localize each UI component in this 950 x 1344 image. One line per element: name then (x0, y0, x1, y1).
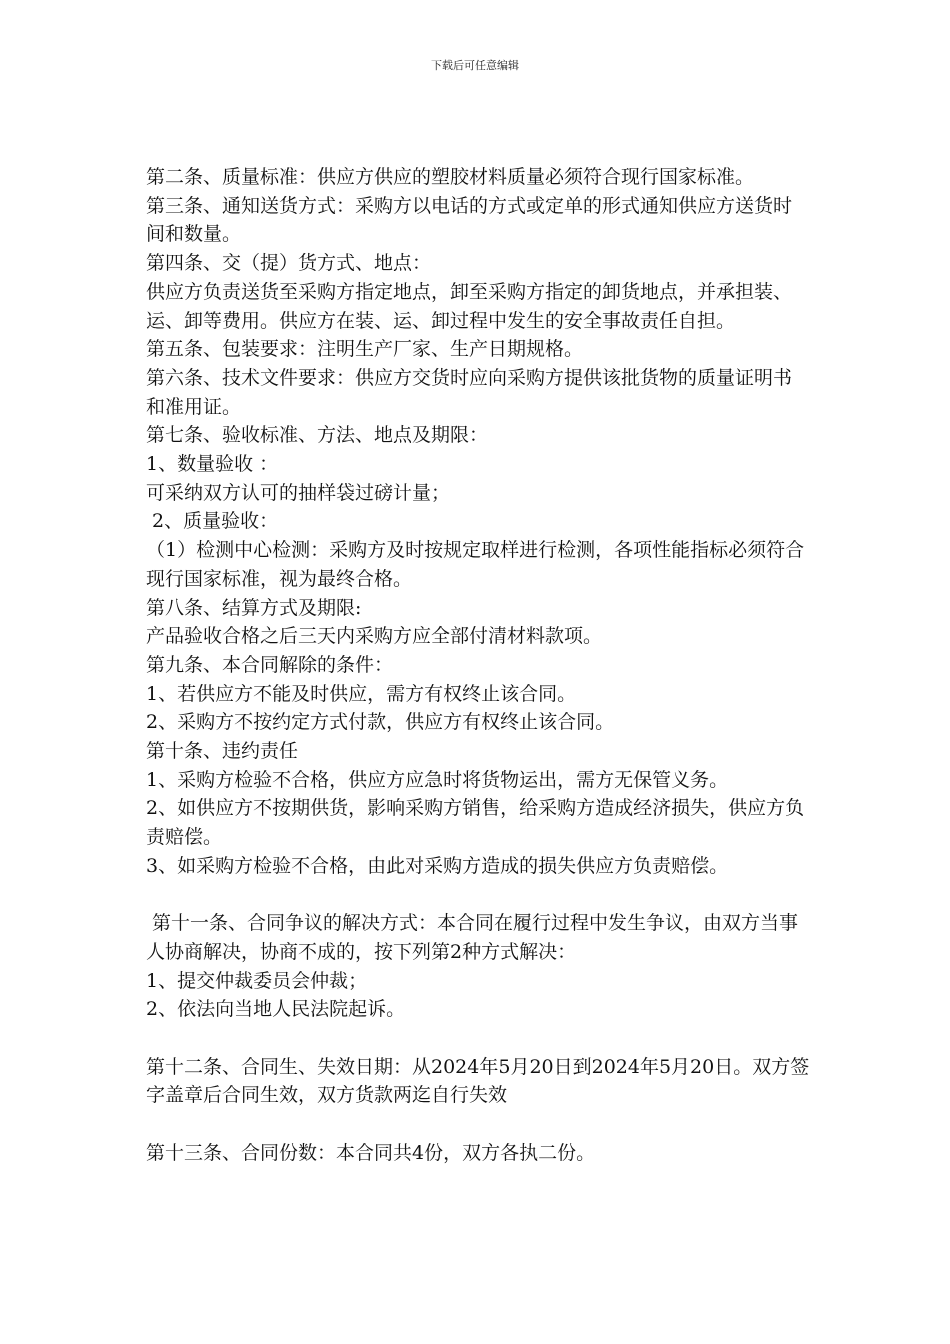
clause-11-item-1: 1、提交仲裁委员会仲裁； (146, 969, 368, 992)
clause-4-title: 第四条、交（提）货方式、地点： (146, 252, 432, 275)
clause-7-item-1: 1、数量验收 ： (146, 453, 279, 476)
clause-10-title: 第十条、违约责任 (146, 740, 299, 763)
clause-2-quality: 第二条、质量标准：供应方供应的塑胶材料质量必须符合现行国家标准。 (146, 166, 755, 188)
blank-line (146, 1110, 810, 1139)
clause-10-item-1: 1、采购方检验不合格，供应方应急时将货物运出，需方无保管义务。 (146, 768, 729, 791)
clause-7-item-2-text: （1）检测中心检测：采购方及时按规定取样进行检测，各项性能指标必须符合现行国家标准，视为最终合格。 (146, 539, 805, 590)
clause-6-documents: 第六条、技术文件要求：供应方交货时应向采购方提供该批货物的质量证明书和准用证。 (146, 366, 793, 418)
clause-3-delivery-notice: 第三条、通知送货方式：采购方以电话的方式或定单的形式通知供应方送货时间和数量。 (146, 194, 793, 246)
clause-7-title: 第七条、验收标准、方法、地点及期限： (146, 424, 489, 447)
clause-8-text: 产品验收合格之后三天内采购方应全部付清材料款项。 (146, 625, 603, 648)
blank-line (146, 881, 810, 910)
clause-4-text: 供应方负责送货至采购方指定地点，卸至采购方指定的卸货地点，并承担装、运、卸等费用。供应方在装、运、卸过程中发生的安全事故责任自担。 (146, 280, 793, 332)
clause-9-item-2: 2、采购方不按约定方式付款，供应方有权终止该合同。 (146, 711, 615, 734)
clause-9-title: 第九条、本合同解除的条件： (146, 653, 394, 676)
clause-9-item-1: 1、若供应方不能及时供应，需方有权终止该合同。 (146, 682, 577, 705)
clause-13-copies: 第十三条、合同份数：本合同共4份，双方各执二份。 (146, 1141, 596, 1164)
clause-7-item-1-text: 可采纳双方认可的抽样袋过磅计量； (146, 481, 451, 504)
clause-10-item-2: 2、如供应方不按期供货，影响采购方销售，给采购方造成经济损失，供应方负责赔偿。 (146, 797, 805, 849)
page-header: 下载后可任意编辑 (431, 59, 519, 72)
clause-8-title: 第八条、结算方式及期限: (146, 596, 362, 619)
clause-5-packaging: 第五条、包装要求：注明生产厂家、生产日期规格。 (146, 338, 584, 361)
clause-11-dispute: 第十一条、合同争议的解决方式：本合同在履行过程中发生争议，由双方当事人协商解决，协商不成的，按下列第2种方式解决： (146, 912, 799, 963)
clause-11-item-2: 2、依法向当地人民法院起诉。 (146, 998, 406, 1021)
document-body (146, 163, 810, 1168)
clause-10-item-3: 3、如采购方检验不合格，由此对采购方造成的损失供应方负责赔偿。 (146, 854, 729, 877)
clause-7-item-2: 2、质量验收： (146, 510, 279, 533)
clause-12-validity: 第十二条、合同生、失效日期：从2024年5月20日到2024年5月20日。双方签字盖章后合同生效，双方货款两迄自行失效 (146, 1055, 810, 1107)
blank-line (146, 1024, 810, 1053)
